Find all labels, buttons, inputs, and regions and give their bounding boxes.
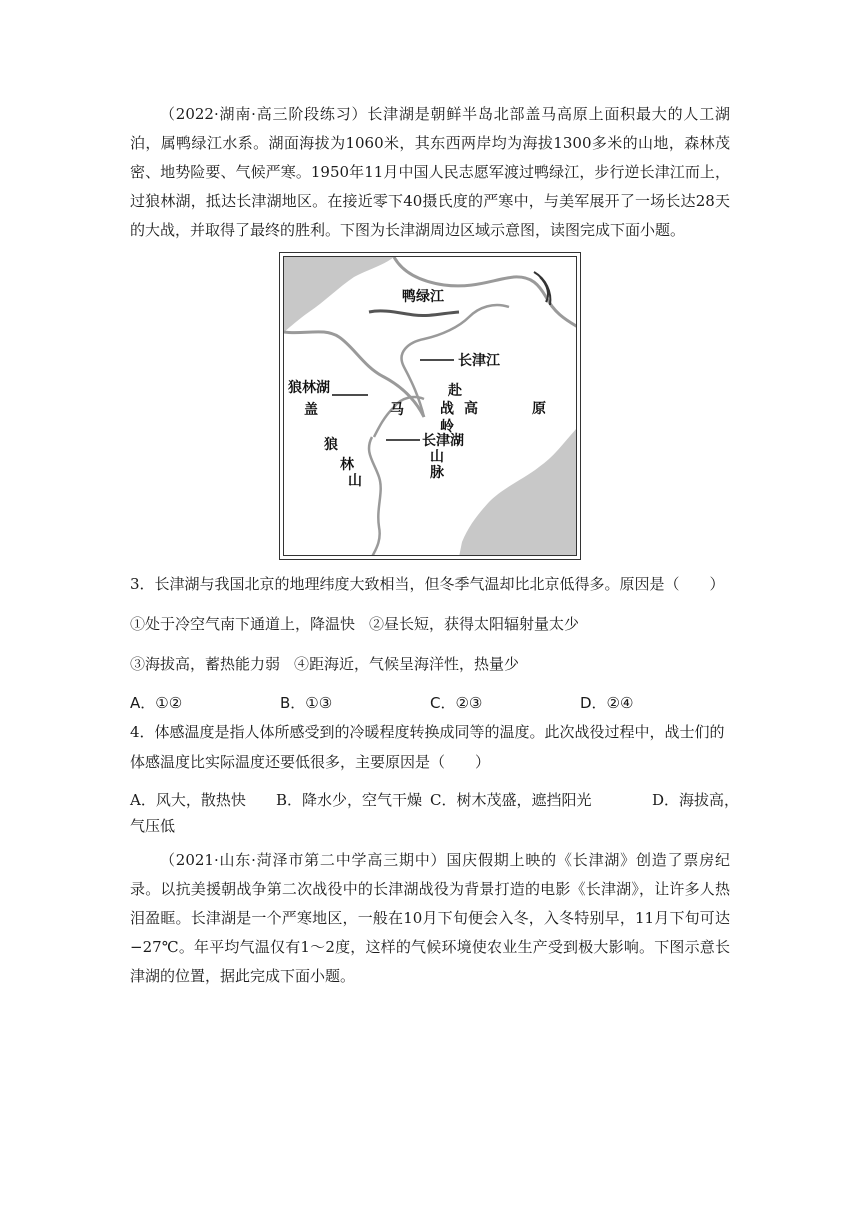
q3-statement-3: ③海拔高，蓄热能力弱 [130,655,281,673]
label-changjin-lake: 长津湖 [422,433,464,449]
changjin-lake-map [284,257,577,556]
label-shan: 山 [430,449,444,465]
label-ling: 岭 [440,419,454,435]
q3-statements-row-1 [130,612,730,636]
q4-option-d-continued: 气压低 [130,817,176,835]
label-langlin-lake: 狼林湖 [288,380,330,396]
q3-option-d[interactable]: D．②④ [580,694,634,712]
label-fu: 赴 [448,383,462,399]
label-lang: 狼 [324,437,338,453]
q3-statements-row-2 [130,652,730,676]
q4-option-c[interactable]: C．树木茂盛，遮挡阳光 [430,791,592,809]
intro-passage-1: （2022·湖南·高三阶段练习）长津湖是朝鲜半岛北部盖马高原上面积最大的人工湖泊，属鸭绿江水系。湖面海拔为1060米，其东西两岸均为海拔1300多米的山地，森林茂密、地势险要、气候严寒。1950年11月中国人民志愿军渡过鸭绿江，步行逆长津江而上，过狼林湖，抵达长津湖地区。在接近零下40摄氏度的严寒中，与美军展开了一场长达28天的大战，并取得了最终的胜利。下图为长津湖周边区域示意图，读图完成下面小题。 [130,105,730,239]
q3-stem: 3．长津湖与我国北京的地理纬度大致相当，但冬季气温却比北京低得多。原因是（ ） [130,575,725,593]
label-gao: 高 [464,401,478,417]
label-ma: 马 [390,402,404,418]
q3-option-a[interactable]: A．①② [130,694,183,712]
q4-stem-line-2: 体感温度比实际温度还要低很多，主要原因是（ ） [130,753,491,771]
q3-option-b[interactable]: B．①③ [280,694,333,712]
label-changjin-river: 长津江 [458,353,500,369]
q3-statement-2: ②昼长短，获得太阳辐射量太少 [369,615,580,633]
q4-option-d[interactable]: D．海拔高， [652,791,740,809]
label-yuan: 原 [532,401,546,417]
q3-option-c[interactable]: C．②③ [430,694,483,712]
label-yalu-river: 鸭绿江 [402,289,444,305]
q4-option-b[interactable]: B．降水少，空气干燥 [276,791,423,809]
q4-stem-line-1: 4．体感温度是指人体所感受到的冷暖程度转换成同等的温度。此次战役过程中，战士们的 [130,723,725,741]
q3-statement-4: ④距海近，气候呈海洋性，热量少 [294,655,520,673]
map-figure [279,252,581,560]
label-shan-2: 山 [348,473,362,489]
label-zhan: 战 [440,401,454,417]
q3-statement-1: ①处于冷空气南下通道上，降温快 [130,615,356,633]
label-gai: 盖 [304,402,318,418]
label-lin: 林 [340,457,354,473]
label-mai: 脉 [430,465,444,481]
intro-passage-2: （2021·山东·菏泽市第二中学高三期中）国庆假期上映的《长津湖》创造了票房纪录。以抗美援朝战争第二次战役中的长津湖战役为背景打造的电影《长津湖》，让许多人热泪盈眶。长津湖是一个严寒地区，一般在10月下旬便会入冬，入冬特别早，11月下旬可达−27℃。年平均气温仅有1～2度，这样的气候环境使农业生产受到极大影响。下图示意长津湖的位置，据此完成下面小题。 [130,851,730,985]
q4-option-a[interactable]: A．风大，散热快 [130,791,246,809]
